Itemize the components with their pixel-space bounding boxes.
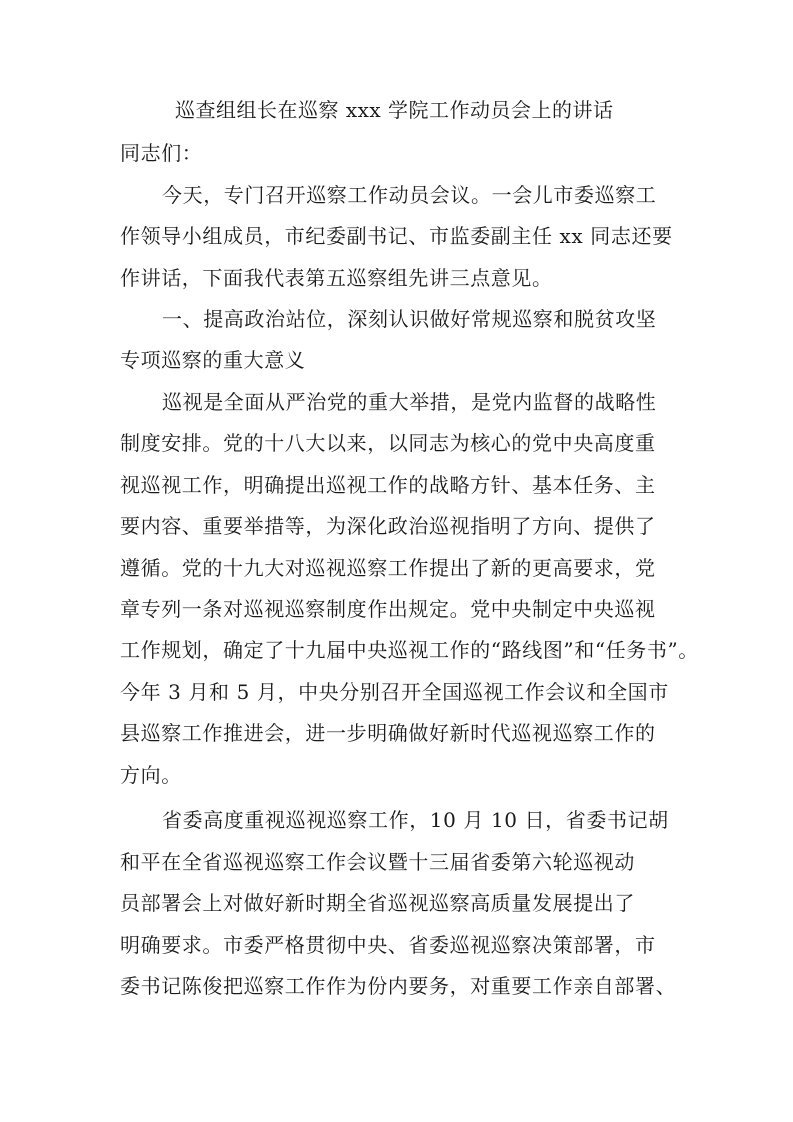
paragraph-line: 作讲话，下面我代表第五巡察组先讲三点意见。: [120, 266, 553, 290]
paragraph-line: 县巡察工作推进会，进一步明确做好新时代巡视巡察工作的: [120, 721, 656, 745]
paragraph-line: 和平在全省巡视巡察工作会议暨十三届省委第六轮巡视动: [120, 850, 635, 874]
section-heading-line: 专项巡察的重大意义: [120, 348, 306, 372]
paragraph-line: 遵循。党的十九大对巡视巡察工作提出了新的更高要求，党: [120, 556, 656, 580]
paragraph-line: 视巡视工作，明确提出巡视工作的战略方针、基本任务、主: [120, 473, 656, 497]
paragraph-line: 方向。: [120, 763, 182, 787]
paragraph-line: 巡视是全面从严治党的重大举措，是党内监督的战略性: [162, 390, 657, 414]
salutation: 同志们：: [120, 141, 203, 165]
paragraph-line: 员部署会上对做好新时期全省巡视巡察高质量发展提出了: [120, 891, 635, 915]
paragraph-line: 委书记陈俊把巡察工作作为份内要务，对重要工作亲自部署、: [120, 974, 677, 998]
paragraph-line: 省委高度重视巡视巡察工作，10 月 10 日，省委书记胡: [162, 808, 669, 832]
paragraph-line: 明确要求。市委严格贯彻中央、省委巡视巡察决策部署，市: [120, 933, 656, 957]
paragraph-line: 作领导小组成员，市纪委副书记、市监委副主任 xx 同志还要: [120, 224, 673, 248]
paragraph-line: 工作规划，确定了十九届中央巡视工作的“路线图”和“任务书”。: [120, 638, 699, 662]
paragraph-line: 章专列一条对巡视巡察制度作出规定。党中央制定中央巡视: [120, 597, 656, 621]
section-heading-line: 一、提高政治站位，深刻认识做好常规巡察和脱贫攻坚: [162, 307, 657, 331]
paragraph-line: 今天，专门召开巡察工作动员会议。一会儿市委巡察工: [162, 183, 657, 207]
paragraph-line: 今年 3 月和 5 月，中央分别召开全国巡视工作会议和全国市: [120, 680, 669, 704]
page-title: 巡查组组长在巡察 xxx 学院工作动员会上的讲话: [175, 98, 614, 122]
paragraph-line: 要内容、重要举措等，为深化政治巡视指明了方向、提供了: [120, 514, 656, 538]
paragraph-line: 制度安排。党的十八大以来，以同志为核心的党中央高度重: [120, 431, 656, 455]
